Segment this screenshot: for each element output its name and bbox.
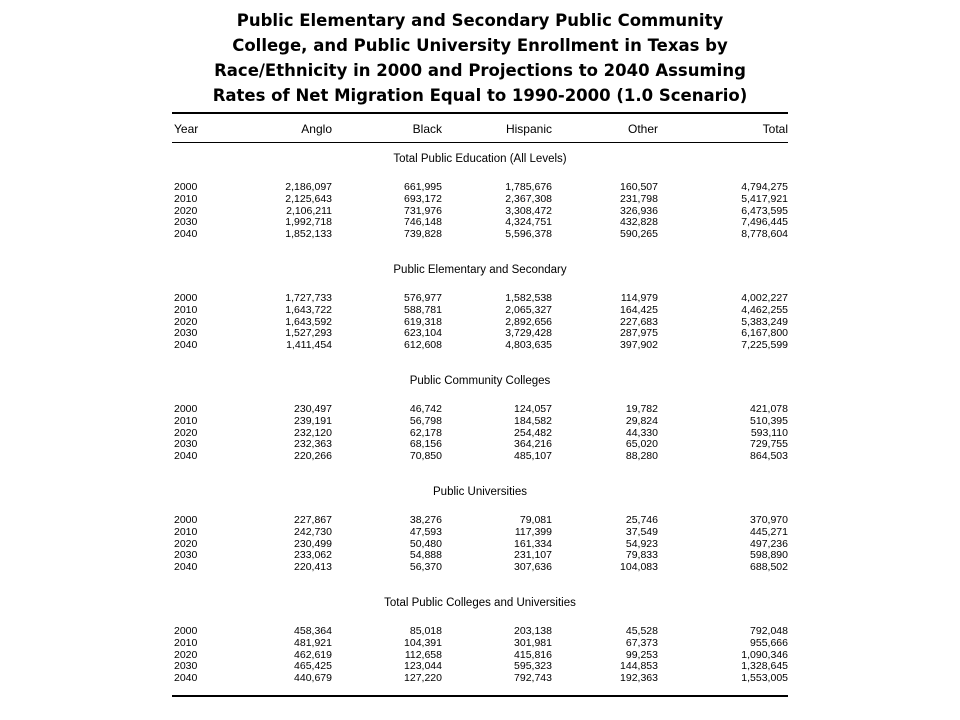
- title-line-4: Rates of Net Migration Equal to 1990-2000 (1.0 Scenario): [212, 86, 748, 105]
- cell-black: 576,977: [404, 292, 442, 304]
- cell-other: 231,798: [620, 192, 658, 205]
- cell-total: 4,002,227: [741, 292, 788, 304]
- header-bottom-rule: [172, 142, 788, 143]
- cell-hispanic: 2,367,308: [505, 192, 552, 205]
- cell-black: 50,480: [409, 537, 442, 550]
- table-row: [172, 328, 788, 339]
- cell-black: 623,104: [404, 327, 442, 340]
- cell-anglo: 230,497: [294, 403, 332, 415]
- cell-other: 432,828: [620, 216, 658, 229]
- title-line-3: Race/Ethnicity in 2000 and Projections to 2040 Assuming: [214, 61, 746, 80]
- cell-year: 2030: [174, 438, 198, 451]
- cell-year: 2010: [174, 525, 198, 538]
- cell-total: 4,462,255: [741, 303, 788, 316]
- table-bottom-rule: [172, 695, 788, 697]
- cell-year: 2030: [174, 660, 198, 673]
- cell-hispanic: 2,065,327: [505, 303, 552, 316]
- cell-other: 590,265: [620, 228, 658, 241]
- table-row: [172, 439, 788, 450]
- cell-total: 5,383,249: [741, 315, 788, 328]
- cell-year: 2000: [174, 514, 198, 526]
- header-hispanic: Hispanic: [505, 122, 552, 136]
- table-row: [172, 194, 788, 205]
- cell-hispanic: 1,785,676: [505, 181, 552, 193]
- table-row: [172, 305, 788, 316]
- table-row: [172, 451, 788, 462]
- cell-hispanic: 595,323: [514, 660, 552, 673]
- cell-hispanic: 79,081: [519, 514, 552, 526]
- table-row: [172, 550, 788, 561]
- cell-total: 1,328,645: [741, 660, 788, 673]
- cell-anglo: 220,266: [294, 450, 332, 463]
- cell-year: 2000: [174, 181, 198, 193]
- cell-black: 54,888: [409, 549, 442, 562]
- section-title: Total Public Education (All Levels): [393, 153, 567, 165]
- cell-total: 729,755: [750, 438, 788, 451]
- cell-total: 510,395: [750, 414, 788, 427]
- cell-total: 4,794,275: [741, 181, 788, 193]
- cell-total: 688,502: [750, 561, 788, 574]
- cell-year: 2000: [174, 292, 198, 304]
- title-line-1: Public Elementary and Secondary Public Community: [236, 11, 724, 30]
- cell-hispanic: 4,324,751: [505, 216, 552, 229]
- cell-year: 2040: [174, 339, 198, 352]
- cell-total: 421,078: [750, 403, 788, 415]
- cell-other: 44,330: [625, 426, 658, 439]
- cell-anglo: 2,186,097: [285, 181, 332, 193]
- cell-hispanic: 364,216: [514, 438, 552, 451]
- section-title: Public Community Colleges: [409, 375, 551, 387]
- cell-hispanic: 184,582: [514, 414, 552, 427]
- cell-year: 2020: [174, 204, 198, 217]
- cell-black: 104,391: [404, 636, 442, 649]
- cell-black: 612,608: [404, 339, 442, 352]
- slide-title: [150, 8, 810, 108]
- cell-other: 37,549: [625, 525, 658, 538]
- cell-hispanic: 3,308,472: [505, 204, 552, 217]
- cell-year: 2020: [174, 537, 198, 550]
- cell-total: 5,417,921: [741, 192, 788, 205]
- cell-year: 2000: [174, 625, 198, 637]
- cell-hispanic: 301,981: [514, 636, 552, 649]
- table-row: [172, 661, 788, 672]
- cell-year: 2030: [174, 549, 198, 562]
- cell-anglo: 239,191: [294, 414, 332, 427]
- cell-hispanic: 307,636: [514, 561, 552, 574]
- cell-year: 2010: [174, 303, 198, 316]
- cell-total: 8,778,604: [741, 228, 788, 241]
- cell-hispanic: 485,107: [514, 450, 552, 463]
- cell-year: 2040: [174, 672, 198, 685]
- cell-total: 6,473,595: [741, 204, 788, 217]
- cell-total: 593,110: [750, 426, 788, 439]
- cell-other: 25,746: [625, 514, 658, 526]
- cell-other: 397,902: [620, 339, 658, 352]
- cell-other: 45,528: [625, 625, 658, 637]
- table-row: [172, 229, 788, 240]
- section-title: Total Public Colleges and Universities: [384, 597, 576, 609]
- cell-black: 62,178: [409, 426, 442, 439]
- table-row: [172, 650, 788, 661]
- table-row: [172, 182, 788, 193]
- cell-other: 19,782: [625, 403, 658, 415]
- cell-year: 2030: [174, 216, 198, 229]
- cell-year: 2030: [174, 327, 198, 340]
- cell-anglo: 1,643,722: [285, 303, 332, 316]
- cell-other: 160,507: [620, 181, 658, 193]
- cell-black: 85,018: [409, 625, 442, 637]
- cell-year: 2000: [174, 403, 198, 415]
- cell-hispanic: 4,803,635: [505, 339, 552, 352]
- section-title: Public Universities: [433, 486, 527, 498]
- table-row: [172, 673, 788, 684]
- cell-black: 123,044: [404, 660, 442, 673]
- table-row: [172, 293, 788, 304]
- cell-hispanic: 792,743: [514, 672, 552, 685]
- cell-year: 2010: [174, 414, 198, 427]
- cell-total: 445,271: [750, 525, 788, 538]
- cell-total: 7,496,445: [741, 216, 788, 229]
- table-row: [172, 562, 788, 573]
- header-black: Black: [412, 122, 442, 136]
- table-row: [172, 539, 788, 550]
- cell-hispanic: 203,138: [514, 625, 552, 637]
- cell-black: 739,828: [404, 228, 442, 241]
- cell-black: 70,850: [409, 450, 442, 463]
- table-row: [172, 217, 788, 228]
- header-year: Year: [174, 122, 199, 136]
- cell-black: 588,781: [404, 303, 442, 316]
- cell-anglo: 242,730: [294, 525, 332, 538]
- cell-anglo: 1,411,454: [286, 339, 332, 352]
- cell-total: 955,666: [750, 636, 788, 649]
- cell-anglo: 232,363: [294, 438, 332, 451]
- cell-black: 619,318: [404, 315, 442, 328]
- header-other: Other: [627, 122, 658, 136]
- cell-black: 661,995: [404, 181, 442, 193]
- table-row: [172, 206, 788, 217]
- cell-other: 79,833: [625, 549, 658, 562]
- cell-other: 326,936: [620, 204, 658, 217]
- table-row: [172, 638, 788, 649]
- cell-anglo: 440,679: [294, 672, 332, 685]
- cell-total: 1,553,005: [741, 672, 788, 685]
- cell-anglo: 1,643,592: [285, 315, 332, 328]
- cell-total: 497,236: [750, 537, 788, 550]
- cell-other: 227,683: [620, 315, 658, 328]
- cell-other: 114,979: [620, 292, 658, 304]
- table-top-rule: [172, 112, 788, 114]
- table-row: [172, 416, 788, 427]
- cell-total: 792,048: [750, 625, 788, 637]
- cell-anglo: 462,619: [294, 648, 332, 661]
- cell-anglo: 2,125,643: [285, 192, 332, 205]
- table-row: [172, 527, 788, 538]
- table-row: [172, 404, 788, 415]
- cell-anglo: 220,413: [294, 561, 332, 574]
- cell-black: 693,172: [404, 192, 442, 205]
- cell-year: 2040: [174, 561, 198, 574]
- cell-year: 2040: [174, 228, 198, 241]
- cell-other: 164,425: [620, 303, 658, 316]
- cell-other: 54,923: [625, 537, 658, 550]
- cell-total: 7,225,599: [741, 339, 788, 352]
- cell-year: 2020: [174, 426, 198, 439]
- cell-anglo: 233,062: [294, 549, 332, 562]
- cell-other: 192,363: [620, 672, 658, 685]
- table-row: [172, 428, 788, 439]
- cell-hispanic: 117,399: [514, 525, 552, 538]
- cell-anglo: 2,106,211: [286, 204, 332, 217]
- cell-total: 598,890: [750, 549, 788, 562]
- cell-year: 2010: [174, 636, 198, 649]
- cell-other: 29,824: [625, 414, 658, 427]
- cell-black: 68,156: [409, 438, 442, 451]
- cell-anglo: 1,992,718: [285, 216, 332, 229]
- cell-hispanic: 231,107: [514, 549, 552, 562]
- cell-year: 2020: [174, 648, 198, 661]
- cell-hispanic: 5,596,378: [505, 228, 552, 241]
- cell-total: 1,090,346: [741, 648, 788, 661]
- cell-year: 2010: [174, 192, 198, 205]
- title-line-2: College, and Public University Enrollment in Texas by: [232, 36, 728, 55]
- cell-black: 112,658: [404, 648, 442, 661]
- cell-black: 56,798: [409, 414, 442, 427]
- cell-hispanic: 124,057: [514, 403, 552, 415]
- cell-hispanic: 1,582,538: [505, 292, 552, 304]
- cell-year: 2040: [174, 450, 198, 463]
- cell-black: 47,593: [409, 525, 442, 538]
- cell-other: 65,020: [625, 438, 658, 451]
- header-total: Total: [762, 122, 788, 136]
- cell-hispanic: 2,892,656: [505, 315, 552, 328]
- cell-total: 6,167,800: [741, 327, 788, 340]
- cell-black: 56,370: [409, 561, 442, 574]
- cell-hispanic: 3,729,428: [505, 327, 552, 340]
- table-row: [172, 340, 788, 351]
- header-anglo: Anglo: [301, 122, 332, 136]
- table-row: [172, 515, 788, 526]
- cell-other: 67,373: [625, 636, 658, 649]
- cell-black: 746,148: [404, 216, 442, 229]
- cell-other: 144,853: [620, 660, 658, 673]
- cell-hispanic: 254,482: [514, 426, 552, 439]
- cell-anglo: 227,867: [294, 514, 332, 526]
- cell-other: 88,280: [625, 450, 658, 463]
- cell-other: 104,083: [620, 561, 658, 574]
- cell-black: 46,742: [409, 403, 442, 415]
- table-row: [172, 317, 788, 328]
- cell-anglo: 1,527,293: [285, 327, 332, 340]
- cell-hispanic: 415,816: [514, 648, 552, 661]
- cell-black: 38,276: [409, 514, 442, 526]
- cell-anglo: 458,364: [294, 625, 332, 637]
- cell-anglo: 1,727,733: [285, 292, 332, 304]
- cell-total: 864,503: [750, 450, 788, 463]
- cell-black: 127,220: [404, 672, 442, 685]
- cell-year: 2020: [174, 315, 198, 328]
- table-header-row: [172, 122, 788, 136]
- section-title: Public Elementary and Secondary: [393, 264, 567, 276]
- table-row: [172, 626, 788, 637]
- cell-anglo: 1,852,133: [285, 228, 332, 241]
- cell-anglo: 230,499: [294, 537, 332, 550]
- cell-total: 370,970: [750, 514, 788, 526]
- cell-anglo: 232,120: [294, 426, 332, 439]
- cell-anglo: 465,425: [294, 660, 332, 673]
- cell-other: 287,975: [620, 327, 658, 340]
- cell-hispanic: 161,334: [514, 537, 552, 550]
- cell-anglo: 481,921: [294, 636, 332, 649]
- cell-other: 99,253: [625, 648, 658, 661]
- cell-black: 731,976: [404, 204, 442, 217]
